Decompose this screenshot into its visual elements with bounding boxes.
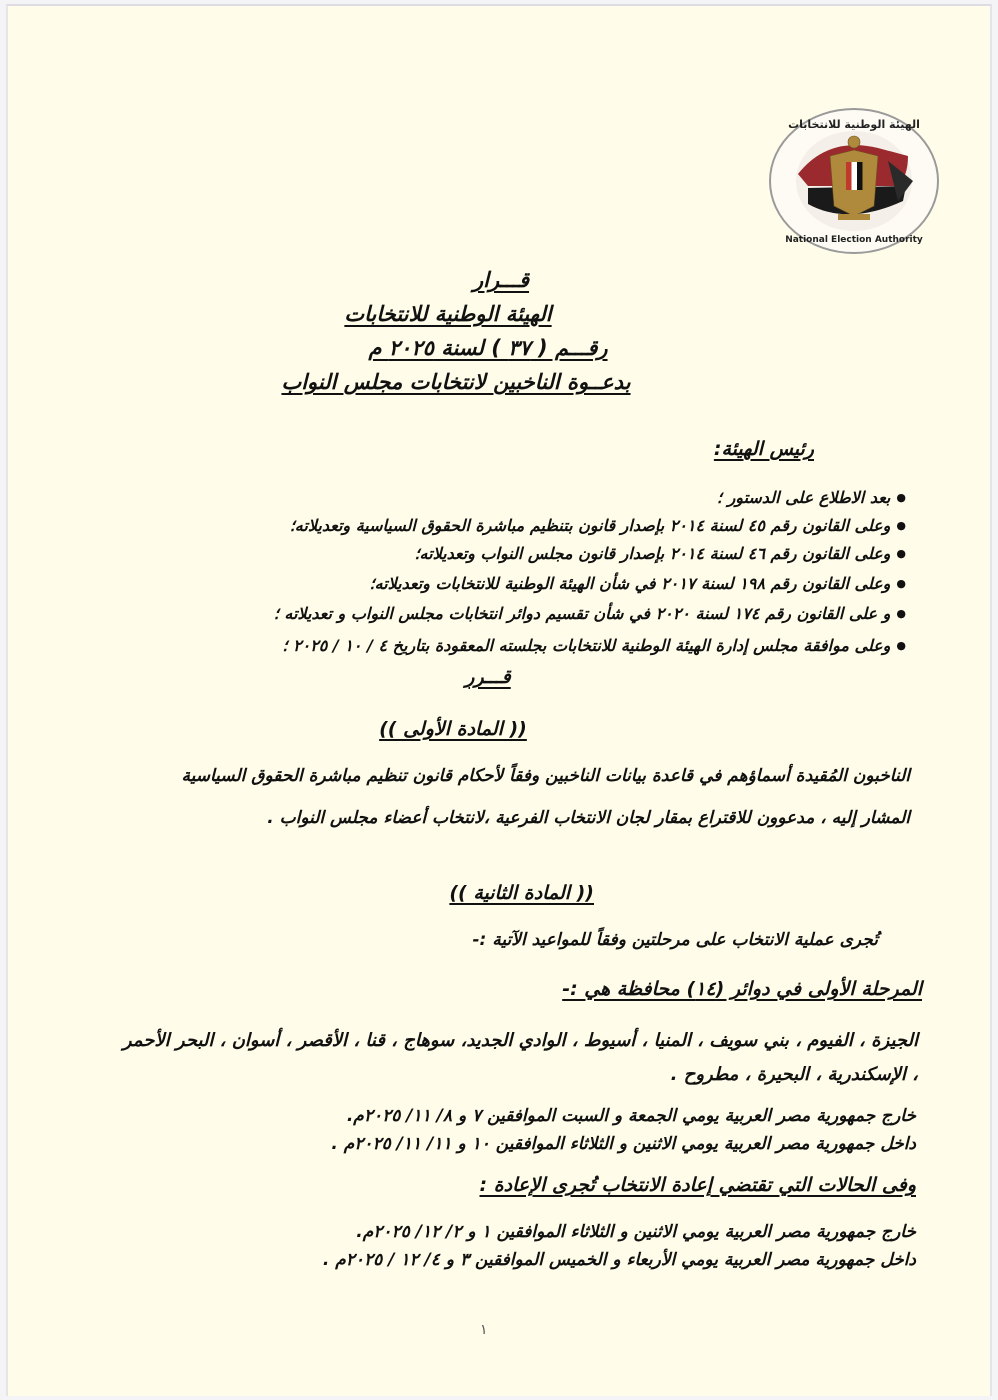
rerun-outside-dates: خارج جمهورية مصر العربية يومي الاثنين و الثلاثاء الموافقين ١ و ٢/ ١٢/ ٢٠٢٥م.	[356, 1222, 916, 1242]
article-2-heading: (( المادة الثانية ))	[449, 882, 594, 904]
decree-subject: بدعــوة الناخبين لانتخابات مجلس النواب	[281, 370, 631, 394]
article-1-heading: (( المادة الأولى ))	[379, 718, 527, 740]
preamble-item: ● وعلى القانون رقم ٤٦ لسنة ٢٠١٤ بإصدار قانون مجلس النواب وتعديلاته؛	[414, 544, 906, 563]
svg-text:National Election Authority: National Election Authority	[785, 235, 923, 245]
preamble-item: ● وعلى القانون رقم ٤٥ لسنة ٢٠١٤ بإصدار قانون بتنظيم مباشرة الحقوق السياسية وتعديلاته؛	[290, 516, 906, 535]
article-1-line: المشار إليه ، مدعوون للاقتراع بمقار لجان الانتخاب الفرعية ،لانتخاب أعضاء مجلس النواب .	[267, 808, 910, 828]
phase-1-inside-dates: داخل جمهورية مصر العربية يومي الاثنين و الثلاثاء الموافقين ١٠ و ١١/ ١١/ ٢٠٢٥م .	[331, 1134, 916, 1154]
article-1-line: الناخبون المُقيدة أسماؤهم في قاعدة بيانات الناخبين وفقاً لأحكام قانون تنظيم مباشرة الحقوق السياسية	[181, 766, 910, 786]
preamble-item: ● وعلى القانون رقم ١٩٨ لسنة ٢٠١٧ في شأن الهيئة الوطنية للانتخابات وتعديلاته؛	[369, 574, 906, 593]
preamble-heading: رئيس الهيئة:	[713, 438, 814, 460]
svg-text:الهيئة الوطنية للانتخابات: الهيئة الوطنية للانتخابات	[788, 118, 920, 131]
rerun-heading: وفى الحالات التي تقتضي إعادة الانتخاب تُجرى الإعادة :	[479, 1174, 916, 1196]
article-2-intro: تُجرى عملية الانتخاب على مرحلتين وفقاً للمواعيد الآتية :-	[472, 930, 878, 950]
phase-1-heading: المرحلة الأولى في دوائر (١٤) محافظة هي :-	[562, 978, 922, 1000]
governorates-line: الجيزة ، الفيوم ، بني سويف ، المنيا ، أسيوط ، الوادي الجديد، سوهاج ، قنا ، الأقصر ، أسوان ، البحر الأحمر	[122, 1030, 918, 1051]
decided-heading: قـــرر	[465, 666, 511, 688]
document-page	[6, 4, 992, 1396]
phase-1-outside-dates: خارج جمهورية مصر العربية يومي الجمعة و السبت الموافقين ٧ و ٨/ ١١/ ٢٠٢٥م.	[346, 1106, 916, 1126]
preamble-item: ● و على القانون رقم ١٧٤ لسنة ٢٠٢٠ في شأن تقسيم دوائر انتخابات مجلس النواب و تعديلاته ؛	[274, 604, 906, 623]
decree-label: قـــرار	[472, 268, 530, 292]
rerun-inside-dates: داخل جمهورية مصر العربية يومي الأربعاء و الخميس الموافقين ٣ و ٤/ ١٢ / ٢٠٢٥م .	[322, 1250, 916, 1270]
eagle-emblem-icon	[768, 106, 940, 256]
governorates-line: ، الإسكندرية ، البحيرة ، مطروح .	[670, 1064, 918, 1085]
authority-name: الهيئة الوطنية للانتخابات	[344, 302, 552, 326]
decree-number: رقـــم ( ٣٧ ) لسنة ٢٠٢٥ م	[368, 336, 608, 360]
preamble-item: ● وعلى موافقة مجلس إدارة الهيئة الوطنية للانتخابات بجلسته المعقودة بتاريخ ٤ / ١٠ / ٢٠٢٥ ؛	[282, 636, 906, 655]
national-election-authority-emblem	[768, 106, 940, 256]
preamble-item: ● بعد الاطلاع على الدستور ؛	[717, 488, 906, 507]
page-number: ١	[480, 1322, 488, 1338]
